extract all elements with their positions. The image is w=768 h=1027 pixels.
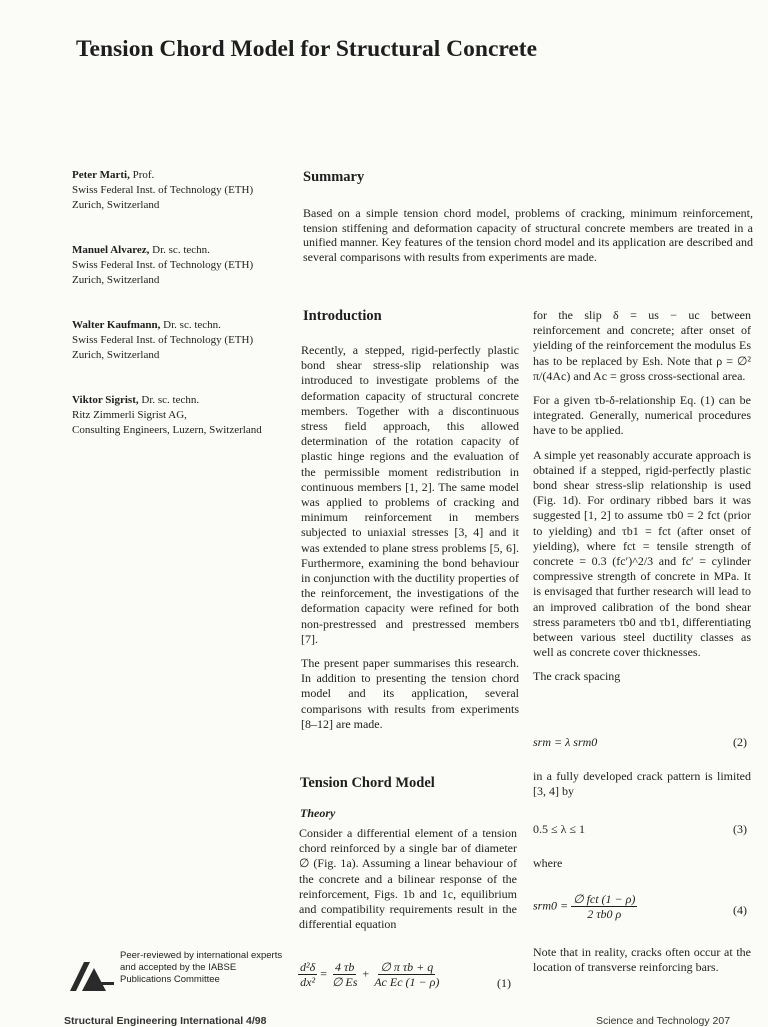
eq4-num: ∅ fct (1 − ρ) (573, 892, 636, 906)
theory-paragraph: Consider a differential element of a tension chord reinforced by a single bar of diameter ∅ (Fig. 1a). Assuming a linear behaviour of the concrete and a bilinear response of the reinforcement, Figs. 1b and 1c, equilibrium and compatibility requirements result in the differential equation (299, 826, 517, 932)
introduction-column (301, 343, 519, 732)
author-name: Manuel Alvarez, (72, 244, 150, 256)
footer-section-page: Science and Technology 207 (596, 1015, 731, 1027)
author-affiliation: Zurich, Switzerland (72, 274, 160, 286)
right-paragraph: For a given τb-δ-relationship Eq. (1) can be integrated. Generally, numerical procedures have to be applied. (533, 393, 751, 438)
right-column-mid (533, 769, 751, 799)
author-name: Peter Marti, (72, 169, 130, 181)
author-name: Walter Kaufmann, (72, 319, 161, 331)
introduction-paragraph: Recently, a stepped, rigid-perfectly plastic bond shear stress-slip relationship was introduced to investigate problems of the deformation capacity of structural concrete members. Together with a discontinuous stress field approach, this allowed determination of the rotation capacity of plastic hinge regions and the evaluation of the permissible moment redistribution in continuous members [1, 2]. The same model was applied to problems of cracking and minimum reinforcement in members subjected to uniaxial stresses [3, 4] and it was extended to plane stress problems [5, 6]. Furthermore, examining the bond behaviour in conjunction with the ductility properties of the reinforcement, the investigations of the deformation capacity were refined for both non-prestressed and prestressed members [7]. (301, 343, 519, 646)
summary-heading: Summary (303, 169, 365, 185)
right-column-bottom (533, 945, 751, 975)
eq1-term1-fraction (330, 960, 359, 989)
author-affiliation: Zurich, Switzerland (72, 199, 160, 211)
author-block (72, 318, 297, 363)
equation-3-number: (3) (733, 822, 747, 836)
eq1-term1-num: 4 τb (335, 960, 355, 974)
tension-chord-model-heading: Tension Chord Model (300, 775, 435, 791)
author-affiliation: Ritz Zimmerli Sigrist AG, (72, 409, 187, 421)
author-name: Viktor Sigrist, (72, 394, 139, 406)
iabse-logo-icon (68, 960, 114, 992)
eq1-term2-num: ∅ π τb + q (380, 960, 434, 974)
right-paragraph: Note that in reality, cracks often occur at the location of transverse reinforcing bars. (533, 945, 751, 975)
introduction-paragraph: The present paper summarises this research. In addition to presenting the tension chord model and its application, several comparisons with results from experiments [8–12] are made. (301, 656, 519, 731)
theory-subheading: Theory (300, 806, 336, 820)
equation-1: $\frac{\text{d²δ}}{\text{dx²}}$ = $\frac{4 \tau b}{\emptyset Es}$ + $\frac{\text{∅ π τb + q}}{\text{Ac Ec (1 − ρ)}}$ (300, 960, 440, 989)
equation-3: 0.5 ≤ λ ≤ 1 (533, 822, 585, 836)
eq4-fraction (571, 892, 637, 921)
eq1-term1-den: ∅ Es (331, 975, 358, 989)
author-degree: Prof. (132, 169, 155, 181)
author-degree: Dr. sc. techn. (141, 394, 200, 406)
introduction-heading: Introduction (303, 308, 382, 324)
author-affiliation: Zurich, Switzerland (72, 349, 160, 361)
peer-review-note: Peer-reviewed by international experts and accepted by the IABSE Publications Committee (120, 950, 283, 985)
author-block (72, 243, 297, 288)
right-column-top (533, 308, 751, 685)
eq1-lhs-den: dx² (300, 975, 316, 989)
right-paragraph: where (533, 856, 563, 870)
author-degree: Dr. sc. techn. (152, 244, 210, 256)
equation-2-number: (2) (733, 735, 747, 749)
author-affiliation: Swiss Federal Inst. of Technology (ETH) (72, 184, 254, 196)
eq1-lhs-fraction (298, 960, 317, 989)
footer-journal: Structural Engineering International 4/98 (64, 1015, 267, 1027)
eq4-den: 2 τb0 ρ (587, 907, 622, 921)
eq1-term2-den: Ac Ec (1 − ρ) (374, 975, 440, 989)
author-block (72, 393, 302, 438)
right-paragraph: in a fully developed crack pattern is limited [3, 4] by (533, 769, 751, 799)
author-affiliation: Swiss Federal Inst. of Technology (ETH) (72, 334, 254, 346)
right-paragraph: for the slip δ = us − uc between reinforcement and concrete; after onset of yielding of the reinforcement the modulus Es has to be replaced by Esh. Note that ρ = ∅² π/(4Ac) and Ac = gross cross-sectional area. (533, 308, 751, 383)
eq1-lhs-num: d²δ (300, 960, 316, 974)
theory-column (299, 826, 517, 932)
equation-4 (533, 892, 637, 921)
author-affiliation: Consulting Engineers, Luzern, Switzerland (72, 424, 262, 436)
equation-1-number: (1) (497, 976, 511, 990)
author-affiliation: Swiss Federal Inst. of Technology (ETH) (72, 259, 254, 271)
right-paragraph: The crack spacing (533, 669, 621, 684)
eq4-lhs: srm0 = (533, 898, 569, 913)
right-paragraph: A simple yet reasonably accurate approach is obtained if a stepped, rigid-perfectly plastic bond shear stress-slip relationship is used (Fig. 1d). For ordinary ribbed bars it was suggested [1, 2] to assume τb0 = 2 fct (prior to yielding) and τb1 = fct (after onset of yielding), where fct = tensile strength of concrete = 0.3 (fc′)^2/3 and fc′ = cylinder compressive strength of concrete in MPa. It is envisaged that further research will lead to an improved calibration of the bond shear stress parameters τb0 and τb1, differentiating between various steel ductility classes as well as concrete cover thicknesses. (533, 447, 751, 660)
summary-text: Based on a simple tension chord model, problems of cracking, minimum reinforcement, tension stiffening and deformation capacity of structural concrete members are treated in a unified manner. Key features of the tension chord model and its application are described and several comparisons with results from experiments are made. (303, 206, 753, 264)
author-degree: Dr. sc. techn. (163, 319, 221, 331)
equation-2: srm = λ srm0 (533, 735, 598, 749)
equation-4-number: (4) (733, 903, 747, 917)
author-block (72, 168, 297, 213)
eq1-term2-fraction (372, 960, 441, 989)
right-column-where (533, 856, 751, 871)
paper-title: Tension Chord Model for Structural Concrete (76, 36, 538, 62)
